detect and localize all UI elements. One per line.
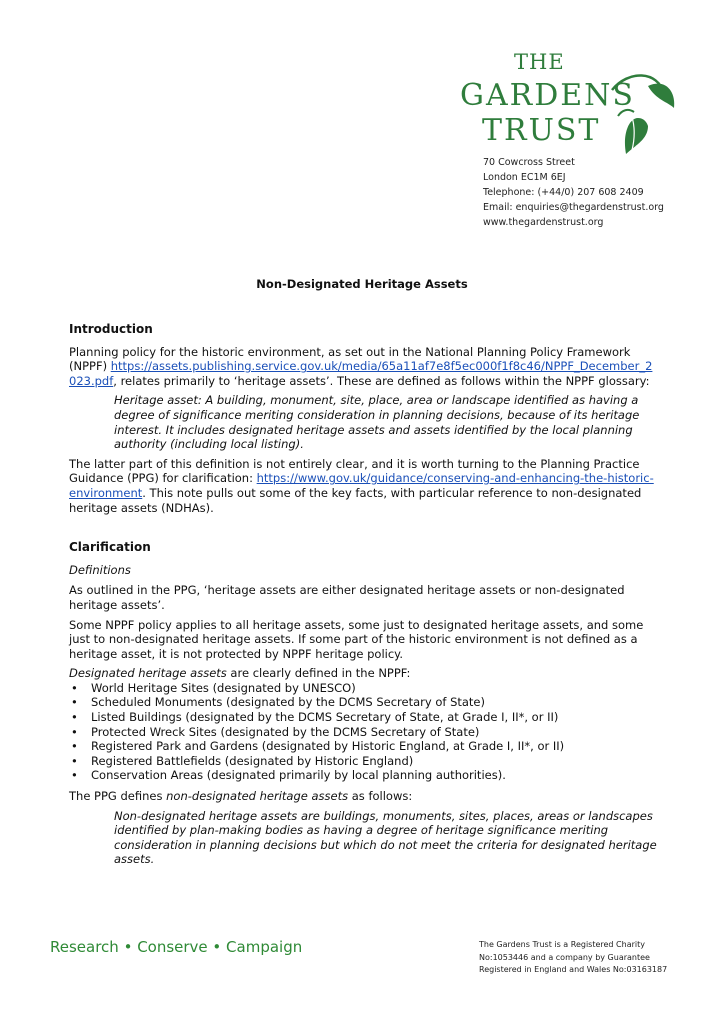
- list-item: • Scheduled Monuments (designated by the DCMS Secretary of State): [69, 695, 659, 710]
- clarification-p4-text-after: as follows:: [348, 789, 413, 804]
- address-street: 70 Cowcross Street: [483, 157, 575, 168]
- designated-assets-term: Designated heritage assets: [69, 666, 227, 681]
- leaf-icon: [608, 60, 678, 160]
- intro-p2-text-after: . This note pulls out some of the key facts, with particular reference to non-designated heritage assets (NDHAs).: [69, 485, 642, 515]
- list-item: • World Heritage Sites (designated by UNESCO): [69, 681, 659, 696]
- clarification-p4-text: The PPG defines: [69, 789, 167, 804]
- intro-p1-text: Planning policy for the historic environment, as set out in the National Planning Policy Framework (NPPF): [69, 344, 631, 374]
- logo-line-trust: TRUST: [482, 113, 601, 148]
- heritage-asset-definition-quote: Heritage asset: A building, monument, site, place, area or landscape identified as having a degree of significance meriting consideration in planning decisions, because of its heritage interest. It includes designated heritage assets and assets identified by the local planning authority (including local listing).: [114, 393, 640, 452]
- list-item: • Protected Wreck Sites (designated by the DCMS Secretary of State): [69, 725, 659, 740]
- ppg-link[interactable]: https://www.gov.uk/guidance/conserving-and-enhancing-the-historic-environment: [69, 471, 654, 500]
- address-block: [483, 155, 664, 230]
- intro-p2-text: The latter part of this definition is not entirely clear, and it is worth turning to the Planning Practice Guidance (PPG) for clarification:: [69, 456, 640, 486]
- charity-line-2: No:1053446 and a company by Guarantee: [479, 952, 650, 962]
- list-item: • Registered Battlefields (designated by Historic England): [69, 754, 659, 769]
- document-title: Non-Designated Heritage Assets: [256, 277, 468, 291]
- address-city: London EC1M 6EJ: [483, 172, 566, 183]
- list-item: • Registered Park and Gardens (designated by Historic England, at Grade I, II*, or II): [69, 739, 659, 754]
- clarification-p3-text: are clearly defined in the NPPF:: [226, 666, 411, 681]
- ndha-definition-quote: Non-designated heritage assets are buildings, monuments, sites, places, areas or landscapes identified by plan-making bodies as having a degree of heritage significance meriting consideration in planning decisions but which do not meet the criteria for designated heritage assets.: [114, 808, 657, 867]
- designated-assets-list: [69, 681, 659, 783]
- address-telephone: Telephone: (+44/0) 207 608 2409: [483, 187, 644, 198]
- address-website: www.thegardenstrust.org: [483, 217, 604, 228]
- intro-p1-text-after: , relates primarily to ‘heritage assets’. These are defined as follows within the NPPF glossary:: [113, 373, 650, 388]
- list-item: • Conservation Areas (designated primarily by local planning authorities).: [69, 768, 659, 783]
- address-email: Email: enquiries@thegardenstrust.org: [483, 202, 664, 213]
- logo-line-the: THE: [514, 50, 565, 74]
- document-body: [69, 322, 659, 872]
- definitions-subheading: Definitions: [69, 562, 131, 577]
- introduction-heading: Introduction: [69, 322, 153, 336]
- clarification-paragraph-4: [69, 789, 659, 804]
- footer-motto: Research • Conserve • Campaign: [50, 938, 303, 956]
- gardens-trust-logo: [458, 50, 678, 160]
- logo-line-gardens: GARDENS: [460, 78, 635, 113]
- charity-line-3: Registered in England and Wales No:03163187: [479, 965, 668, 974]
- introduction-paragraph-1: [69, 345, 659, 389]
- clarification-paragraph-3: [69, 666, 659, 681]
- charity-line-1: The Gardens Trust is a Registered Charity: [479, 940, 645, 949]
- non-designated-assets-term: non-designated heritage assets: [166, 789, 349, 804]
- nppf-link[interactable]: https://assets.publishing.service.gov.uk/media/65a11af7e8f5ec000f1f8c46/NPPF_December_2023.pdf: [69, 359, 653, 388]
- footer-charity-info: [479, 939, 667, 977]
- clarification-paragraph-2: Some NPPF policy applies to all heritage assets, some just to designated heritage assets, and some just to non-designated heritage assets. If some part of the historic environment is not defined as a heritage asset, it is not protected by NPPF heritage policy.: [69, 617, 644, 661]
- list-item: • Listed Buildings (designated by the DCMS Secretary of State, at Grade I, II*, or II): [69, 710, 659, 725]
- introduction-paragraph-2: [69, 457, 659, 515]
- clarification-heading: Clarification: [69, 540, 151, 555]
- clarification-paragraph-1: As outlined in the PPG, ‘heritage assets are either designated heritage assets or non-designated heritage assets’.: [69, 583, 625, 612]
